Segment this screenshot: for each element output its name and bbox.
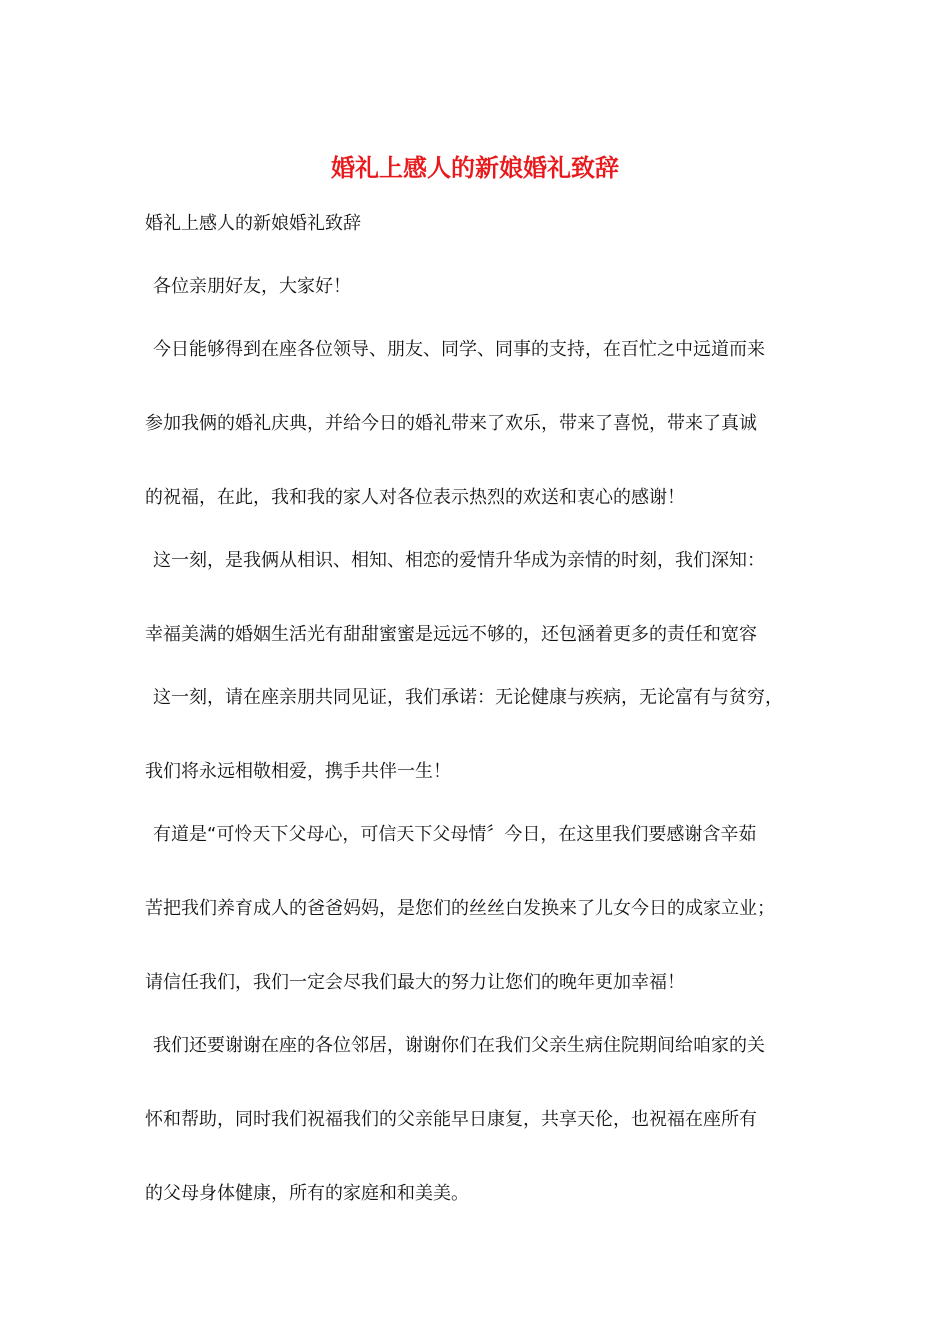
paragraph-line: 请信任我们，我们一定会尽我们最大的努力让您们的晚年更加幸福！ <box>145 972 685 993</box>
paragraph-line: 这一刻，请在座亲朋共同见证，我们承诺：无论健康与疾病，无论富有与贫穷， <box>153 687 783 708</box>
paragraph-line: 怀和帮助，同时我们祝福我们的父亲能早日康复，共享天伦，也祝福在座所有 <box>145 1109 757 1130</box>
paragraph-line: 我们将永远相敬相爱，携手共伴一生！ <box>145 761 451 782</box>
paragraph-line: 的祝福，在此，我和我的家人对各位表示热烈的欢送和衷心的感谢！ <box>145 487 685 508</box>
greeting-line: 各位亲朋好友，大家好！ <box>153 276 351 297</box>
document-title: 婚礼上感人的新娘婚礼致辞 <box>331 153 619 182</box>
paragraph-line: 幸福美满的婚姻生活光有甜甜蜜蜜是远远不够的，还包涵着更多的责任和宽容 <box>145 624 757 645</box>
paragraph-line: 今日能够得到在座各位领导、朋友、同学、同事的支持，在百忙之中远道而来 <box>153 339 765 360</box>
paragraph-line: 参加我俩的婚礼庆典，并给今日的婚礼带来了欢乐，带来了喜悦，带来了真诚 <box>145 413 757 434</box>
paragraph-line: 的父母身体健康，所有的家庭和和美美。 <box>145 1183 469 1204</box>
paragraph-line: 苦把我们养育成人的爸爸妈妈，是您们的丝丝白发换来了儿女今日的成家立业； <box>145 898 775 919</box>
subtitle-line: 婚礼上感人的新娘婚礼致辞 <box>145 213 361 234</box>
paragraph-line: 我们还要谢谢在座的各位邻居，谢谢你们在我们父亲生病住院期间给咱家的关 <box>153 1035 765 1056</box>
paragraph-line: 这一刻，是我俩从相识、相知、相恋的爱情升华成为亲情的时刻，我们深知： <box>153 550 765 571</box>
paragraph-line: 有道是“可怜天下父母心，可信天下父母情〞今日，在这里我们要感谢含辛茹 <box>153 824 757 845</box>
